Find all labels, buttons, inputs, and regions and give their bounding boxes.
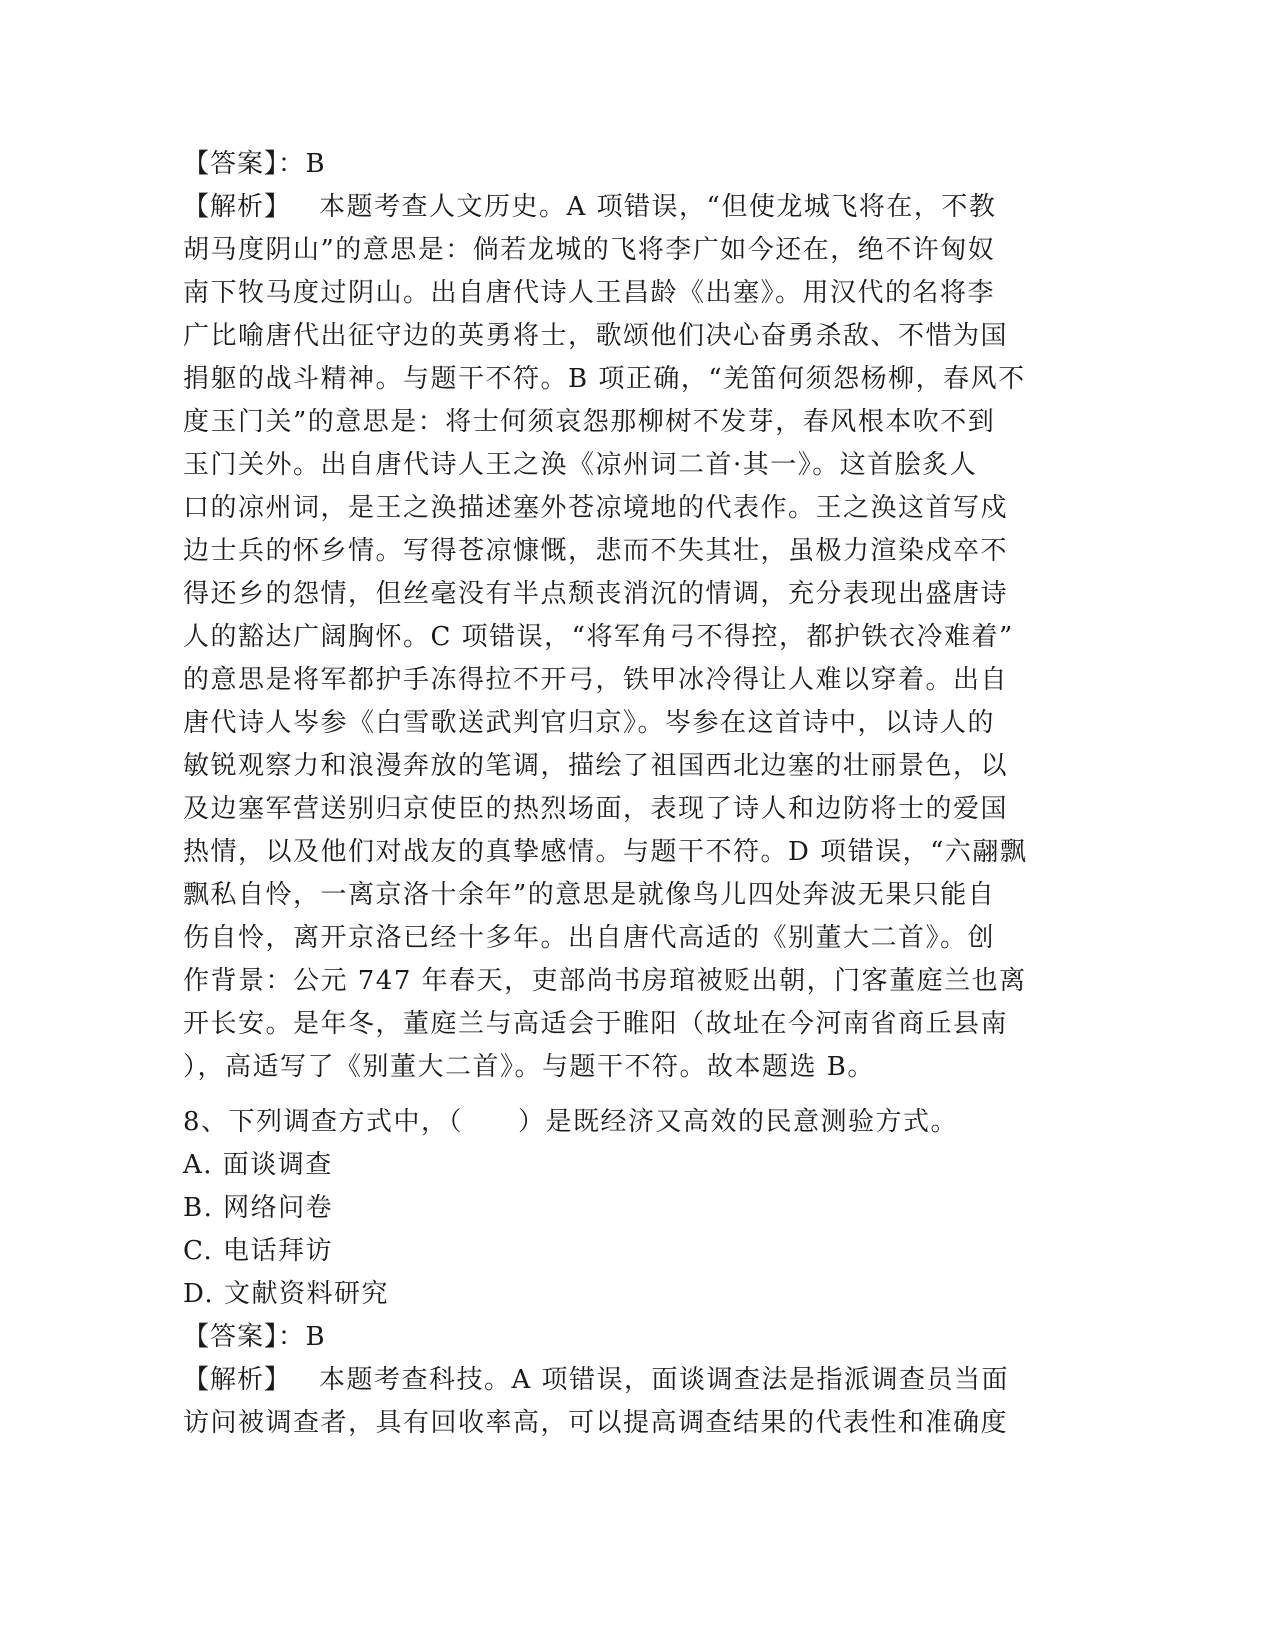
analysis-text-line: 广比喻唐代出征守边的英勇将士，歌颂他们决心奋勇杀敌、不惜为国 xyxy=(183,321,1009,351)
document-page xyxy=(183,143,1083,1445)
analysis-text: 本题考查人文历史。A 项错误，“但使龙城飞将在，不教 xyxy=(319,192,997,222)
analysis-text-line: 的意思是将军都护手冻得拉不开弓，铁甲冰冷得让人难以穿着。出自 xyxy=(183,665,1009,695)
answer-line-block1 xyxy=(183,143,1083,186)
analysis-text-line: 访问被调查者，具有回收率高，可以提高调查结果的代表性和准确度 xyxy=(183,1408,1009,1438)
option-a: A. 面谈调查 xyxy=(183,1150,333,1180)
answer-value: ：B xyxy=(278,149,327,179)
option-d: D. 文献资料研究 xyxy=(183,1279,389,1309)
analysis-text-line: ），高适写了《别董大二首》。与题干不符。故本题选 B。 xyxy=(183,1052,875,1082)
analysis-line-q8-0 xyxy=(183,1359,1083,1402)
analysis-text-line: 口的凉州词，是王之涣描述塞外苍凉境地的代表作。王之涣这首写戍 xyxy=(183,493,1009,523)
analysis-text-line: 作背景：公元 747 年春天，吏部尚书房琯被贬出朝，门客董庭兰也离 xyxy=(183,966,1027,996)
analysis-text-line: 及边塞军营送别归京使臣的热烈场面，表现了诗人和边防将士的爱国 xyxy=(183,794,1009,824)
analysis-line-block1-0 xyxy=(183,186,1083,229)
answer-value: ：B xyxy=(278,1322,327,1352)
analysis-text-line: 唐代诗人岑参《白雪歌送武判官归京》。岑参在这首诗中，以诗人的 xyxy=(183,708,996,738)
spacer xyxy=(183,1089,1083,1101)
option-b: B. 网络问卷 xyxy=(183,1193,334,1223)
analysis-tag: 【解析】 xyxy=(183,192,292,222)
answer-tag: 【答案】 xyxy=(183,149,279,179)
analysis-text-line: 边士兵的怀乡情。写得苍凉慷慨，悲而不失其壮，虽极力渲染戍卒不 xyxy=(183,536,1009,566)
analysis-text-line: 捐躯的战斗精神。与题干不符。B 项正确，“羌笛何须怨杨柳，春风不 xyxy=(183,364,1026,394)
analysis-text-line: 南下牧马度过阴山。出自唐代诗人王昌龄《出塞》。用汉代的名将李 xyxy=(183,278,996,308)
analysis-text-line: 热情，以及他们对战友的真挚感情。与题干不符。D 项错误，“六翮飘 xyxy=(183,837,1028,867)
analysis-text-line: 伤自怜，离开京洛已经十多年。出自唐代高适的《别董大二首》。创 xyxy=(183,923,996,953)
option-c: C. 电话拜访 xyxy=(183,1236,333,1266)
analysis-text: 本题考查科技。A 项错误，面谈调查法是指派调查员当面 xyxy=(319,1365,1010,1395)
analysis-text-line: 开长安。是年冬，董庭兰与高适会于睢阳（故址在今河南省商丘县南 xyxy=(183,1009,1009,1039)
analysis-text-line: 玉门关外。出自唐代诗人王之涣《凉州词二首·其一》。这首脍炙人 xyxy=(183,450,978,480)
analysis-text-line: 得还乡的怨情，但丝毫没有半点颓丧消沉的情调，充分表现出盛唐诗 xyxy=(183,579,1009,609)
analysis-text-line: 飘私自怜，一离京洛十余年”的意思是就像鸟儿四处奔波无果只能自 xyxy=(183,880,996,910)
analysis-text-line: 人的豁达广阔胸怀。C 项错误，“将军角弓不得控，都护铁衣冷难着” xyxy=(183,622,1014,652)
analysis-text-line: 胡马度阴山”的意思是：倘若龙城的飞将李广如今还在，绝不许匈奴 xyxy=(183,235,996,265)
analysis-text-line: 敏锐观察力和浪漫奔放的笔调，描绘了祖国西北边塞的壮丽景色，以 xyxy=(183,751,1009,781)
question-stem: 8、下列调查方式中，（ ）是既经济又高效的民意测验方式。 xyxy=(183,1107,959,1137)
answer-line-q8 xyxy=(183,1316,1083,1359)
analysis-tag: 【解析】 xyxy=(183,1365,292,1395)
answer-tag: 【答案】 xyxy=(183,1322,279,1352)
analysis-text-line: 度玉门关”的意思是：将士何须哀怨那柳树不发芽，春风根本吹不到 xyxy=(183,407,996,437)
